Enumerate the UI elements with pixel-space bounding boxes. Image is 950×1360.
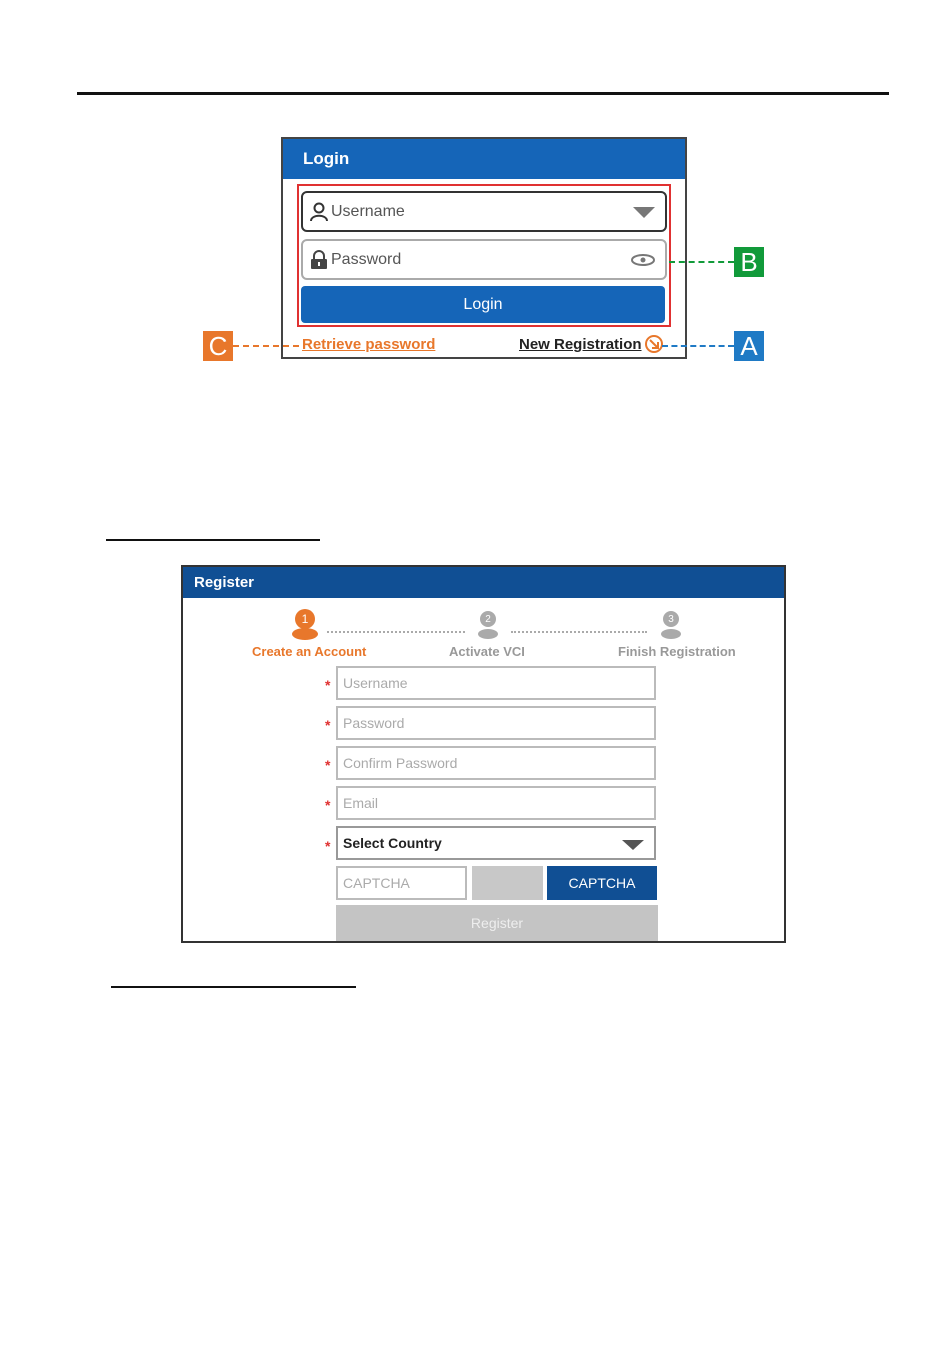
chevron-down-icon	[622, 839, 644, 851]
required-mark: *	[325, 757, 331, 773]
captcha-button[interactable]: CAPTCHA	[547, 866, 657, 900]
country-select[interactable]	[336, 826, 656, 860]
new-registration-link[interactable]: New Registration	[519, 336, 642, 353]
section-underline-2	[111, 986, 356, 988]
register-title: Register	[183, 567, 784, 598]
register-password-input[interactable]: Password	[336, 706, 656, 740]
required-mark: *	[325, 797, 331, 813]
register-username-input[interactable]: Username	[336, 666, 656, 700]
required-mark: *	[325, 677, 331, 693]
confirm-password-input[interactable]: Confirm Password	[336, 746, 656, 780]
step-connector-2	[511, 631, 647, 633]
step-3-label: Finish Registration	[618, 644, 736, 659]
eye-icon[interactable]	[631, 253, 655, 267]
step-3-number: 3	[668, 614, 674, 625]
password-field[interactable]	[301, 239, 667, 280]
step-2-user-icon	[475, 609, 501, 639]
username-field[interactable]	[301, 191, 667, 232]
section-underline-1	[106, 539, 320, 541]
chevron-down-icon[interactable]	[633, 205, 655, 219]
step-connector-1	[327, 631, 465, 633]
lock-icon	[309, 250, 329, 270]
retrieve-password-link[interactable]: Retrieve password	[302, 336, 436, 353]
username-placeholder: Username	[331, 203, 405, 220]
callout-c-leader	[233, 345, 299, 347]
step-2-number: 2	[485, 614, 491, 625]
step-3-user-icon	[658, 609, 684, 639]
register-button[interactable]: Register	[336, 905, 658, 941]
step-1-user-icon	[287, 608, 323, 640]
required-mark: *	[325, 717, 331, 733]
user-icon	[309, 202, 329, 222]
step-2-label: Activate VCI	[449, 644, 525, 659]
captcha-image	[472, 866, 543, 900]
captcha-input[interactable]: CAPTCHA	[336, 866, 467, 900]
required-mark: *	[325, 838, 331, 854]
callout-c: C	[203, 331, 233, 361]
callout-a: A	[734, 331, 764, 361]
password-placeholder: Password	[331, 251, 402, 268]
step-1-number: 1	[301, 612, 309, 626]
email-input[interactable]: Email	[336, 786, 656, 820]
login-screen	[281, 137, 687, 359]
callout-b-leader	[669, 261, 734, 263]
page-top-rule	[77, 92, 889, 95]
step-1-label: Create an Account	[252, 644, 367, 659]
country-select-label: Select Country	[343, 835, 442, 851]
register-screen	[181, 565, 786, 943]
callout-a-leader	[662, 345, 734, 347]
callout-b: B	[734, 247, 764, 277]
login-button[interactable]: Login	[301, 286, 665, 323]
arrow-circle-icon[interactable]	[644, 334, 664, 354]
login-title: Login	[283, 139, 685, 179]
